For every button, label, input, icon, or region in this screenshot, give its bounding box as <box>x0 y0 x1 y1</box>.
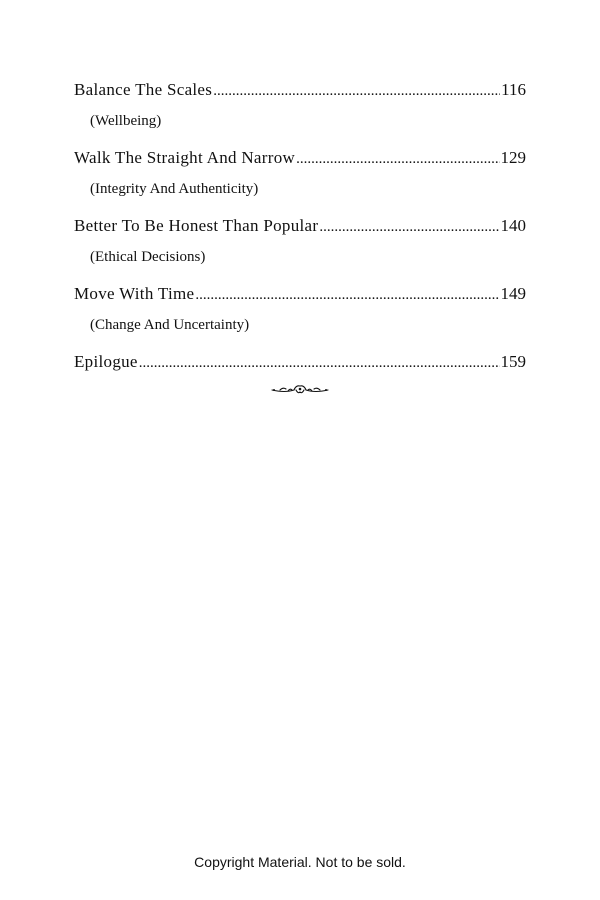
toc-entry-subtitle: (Ethical Decisions) <box>90 249 206 265</box>
scroll-ornament-icon <box>270 381 330 397</box>
toc-entry <box>74 146 526 199</box>
toc-entry-title: Move With Time <box>74 284 195 303</box>
toc-entry-subtitle: (Integrity And Authenticity) <box>90 181 259 197</box>
toc-entry-page: 149 <box>500 284 526 303</box>
toc-entry-page: 140 <box>500 216 526 235</box>
toc-entry-title: Balance The Scales <box>74 80 213 99</box>
toc-leader-dots <box>139 351 500 375</box>
toc-leader-dots <box>213 79 500 103</box>
toc-entry-title: Epilogue <box>74 352 138 371</box>
toc-entry <box>74 282 526 335</box>
toc-entry-subtitle: (Change And Uncertainty) <box>90 317 250 333</box>
toc-entry-row[interactable] <box>74 214 526 239</box>
toc-entry-row[interactable] <box>74 282 526 307</box>
toc-entry <box>74 78 526 131</box>
toc-entry-page: 116 <box>501 80 526 99</box>
toc-entry <box>74 350 526 375</box>
toc-entry <box>74 214 526 267</box>
toc-entry-row[interactable] <box>74 350 526 375</box>
table-of-contents <box>74 78 526 375</box>
toc-entry-subtitle: (Wellbeing) <box>90 113 162 129</box>
toc-leader-dots <box>195 283 499 307</box>
toc-entry-page: 129 <box>500 148 526 167</box>
copyright-notice: Copyright Material. Not to be sold. <box>194 854 406 870</box>
toc-entry-title: Walk The Straight And Narrow <box>74 148 296 167</box>
toc-entry-page: 159 <box>500 352 526 371</box>
toc-entry-row[interactable] <box>74 146 526 171</box>
toc-entry-title: Better To Be Honest Than Popular <box>74 216 319 235</box>
toc-entry-row[interactable] <box>74 78 526 103</box>
toc-leader-dots <box>296 147 499 171</box>
toc-leader-dots <box>319 215 499 239</box>
